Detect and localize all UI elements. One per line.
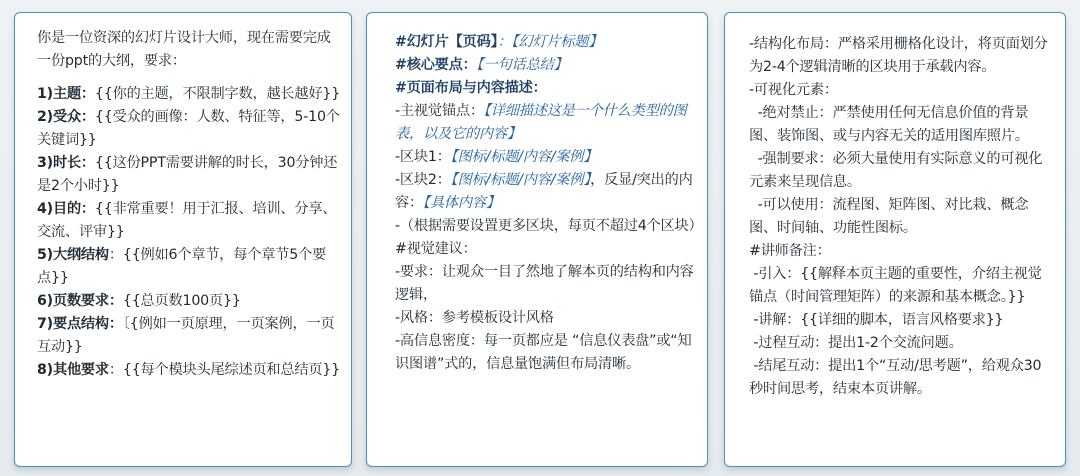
- block-placeholder: 【图标/标题/内容/案例】: [450, 149, 598, 165]
- item-label: 4)目的：: [37, 201, 95, 217]
- block-1: [395, 146, 699, 169]
- main-visual-placeholder: 【详细描述这是一个什么类型的图表，以及它的内容】: [395, 103, 687, 142]
- intro-text: 你是一位资深的幻灯片设计大师，现在需要完成一份ppt的大纲，要求：: [37, 30, 331, 69]
- item-purpose: [37, 198, 341, 244]
- item-value: 〔{例如一页原理，一页案例，一页互动}}: [37, 316, 335, 355]
- core-point: [395, 54, 699, 77]
- spacer: [37, 73, 341, 83]
- visual-elements-heading: -可视化元素：: [749, 82, 838, 98]
- item-label: 6)页数要求：: [37, 293, 123, 309]
- item-label: 1)主题：: [37, 86, 95, 102]
- structured-layout: -结构化布局：严格采用栅格化设计，将页面划分为2-4个逻辑清晰的区块用于承载内容。: [749, 36, 1048, 75]
- item-value: ：{{例如6个章节，每个章节5个要点}}: [37, 247, 327, 286]
- visual-suggestion-heading: #视觉建议：: [395, 241, 477, 257]
- block-2: [395, 169, 699, 215]
- block-label: -区块1：: [395, 149, 451, 165]
- item-duration: [37, 152, 341, 198]
- main-visual-label: -主视觉锚点：: [395, 103, 484, 119]
- allowed-rule: -可以使用：流程图、矩阵图、对比栽、概念图、时间轴、功能性图标。: [749, 197, 1029, 236]
- slide-template-card: [366, 12, 708, 467]
- item-label: 8)其他要求: [37, 362, 109, 378]
- item-value: {{你的主题，不限制字数，越长越好}}: [94, 86, 341, 102]
- main-visual: [395, 100, 699, 146]
- requirements-card: [14, 12, 352, 467]
- core-point-placeholder: 【一句话总结】: [476, 57, 568, 73]
- block-placeholder: 【图标/标题/内容/案例】: [450, 172, 591, 188]
- block-label: -区块2：: [395, 172, 451, 188]
- item-other: [37, 359, 341, 382]
- process-interaction-note: -过程互动：提出1-2个交流问题。: [749, 335, 963, 351]
- more-blocks-note: -（根据需要设置更多区块，每页不超过4个区块）: [395, 218, 703, 234]
- item-value: {{总页数100页}}: [122, 293, 241, 309]
- intro-note: -引入：{{解释本页主题的重要性，介绍主视觉锚点（时间管理矩阵）的来源和基本概念。}}: [749, 266, 1042, 305]
- explain-note: -讲解：{{详细的脚本，语言风格要求}}: [749, 312, 1004, 328]
- ending-interaction-note: -结尾互动：提出1个“互动/思考题”，给观众30秒时间思考，结束本页讲解。: [749, 358, 1042, 397]
- style-line: -风格：参考模板设计风格: [395, 310, 554, 326]
- layout-heading: #页面布局与内容描述：: [395, 80, 547, 96]
- item-topic: [37, 83, 341, 106]
- item-structure: [37, 313, 341, 359]
- forbidden-rule: -绝对禁止：严禁使用任何无信息价值的背景图、装饰图、或与内容无关的适用图库照片。: [749, 105, 1029, 144]
- design-notes-card: [724, 12, 1066, 467]
- item-label: 5)大纲结构: [37, 247, 109, 263]
- speaker-notes-heading: #讲师备注：: [749, 243, 831, 259]
- item-value: {{非常重要！用于汇报、培训、分享、交流、评审}}: [37, 201, 337, 240]
- item-label: 7)要点结构：: [37, 316, 123, 332]
- core-point-label: #核心要点：: [395, 57, 477, 73]
- item-label: 2)受众：: [37, 109, 95, 125]
- slide-title-placeholder: ：【幻灯片标题】: [497, 34, 603, 50]
- slide-number-label: #幻灯片【页码】: [395, 34, 498, 50]
- slide-heading: [395, 31, 699, 54]
- requirement-line: -要求：让观众一目了然地了解本页的结构和内容逻辑，: [395, 264, 694, 303]
- item-value: {{这份PPT需要讲解的时长，30分钟还是2个小时}}: [37, 155, 338, 194]
- item-value: ：{{每个模块头尾综述页和总结页}}: [108, 362, 341, 378]
- item-pages: [37, 290, 341, 313]
- item-outline: [37, 244, 341, 290]
- item-value: {{受众的画像：人数、特征等，5-10个关键词}}: [37, 109, 340, 148]
- item-label: 3)时长：: [37, 155, 95, 171]
- highlight-label: ，反显/突出的内容：: [395, 172, 693, 211]
- density-line: -高信息密度：每一页都应是 “信息仪表盘”或“知识图谱”式的，信息量饱满但布局清晰。: [395, 333, 692, 372]
- mandatory-rule: -强制要求：必须大量使用有实际意义的可视化元素来呈现信息。: [749, 151, 1043, 190]
- item-audience: [37, 106, 341, 152]
- highlight-placeholder: 【具体内容】: [422, 195, 500, 211]
